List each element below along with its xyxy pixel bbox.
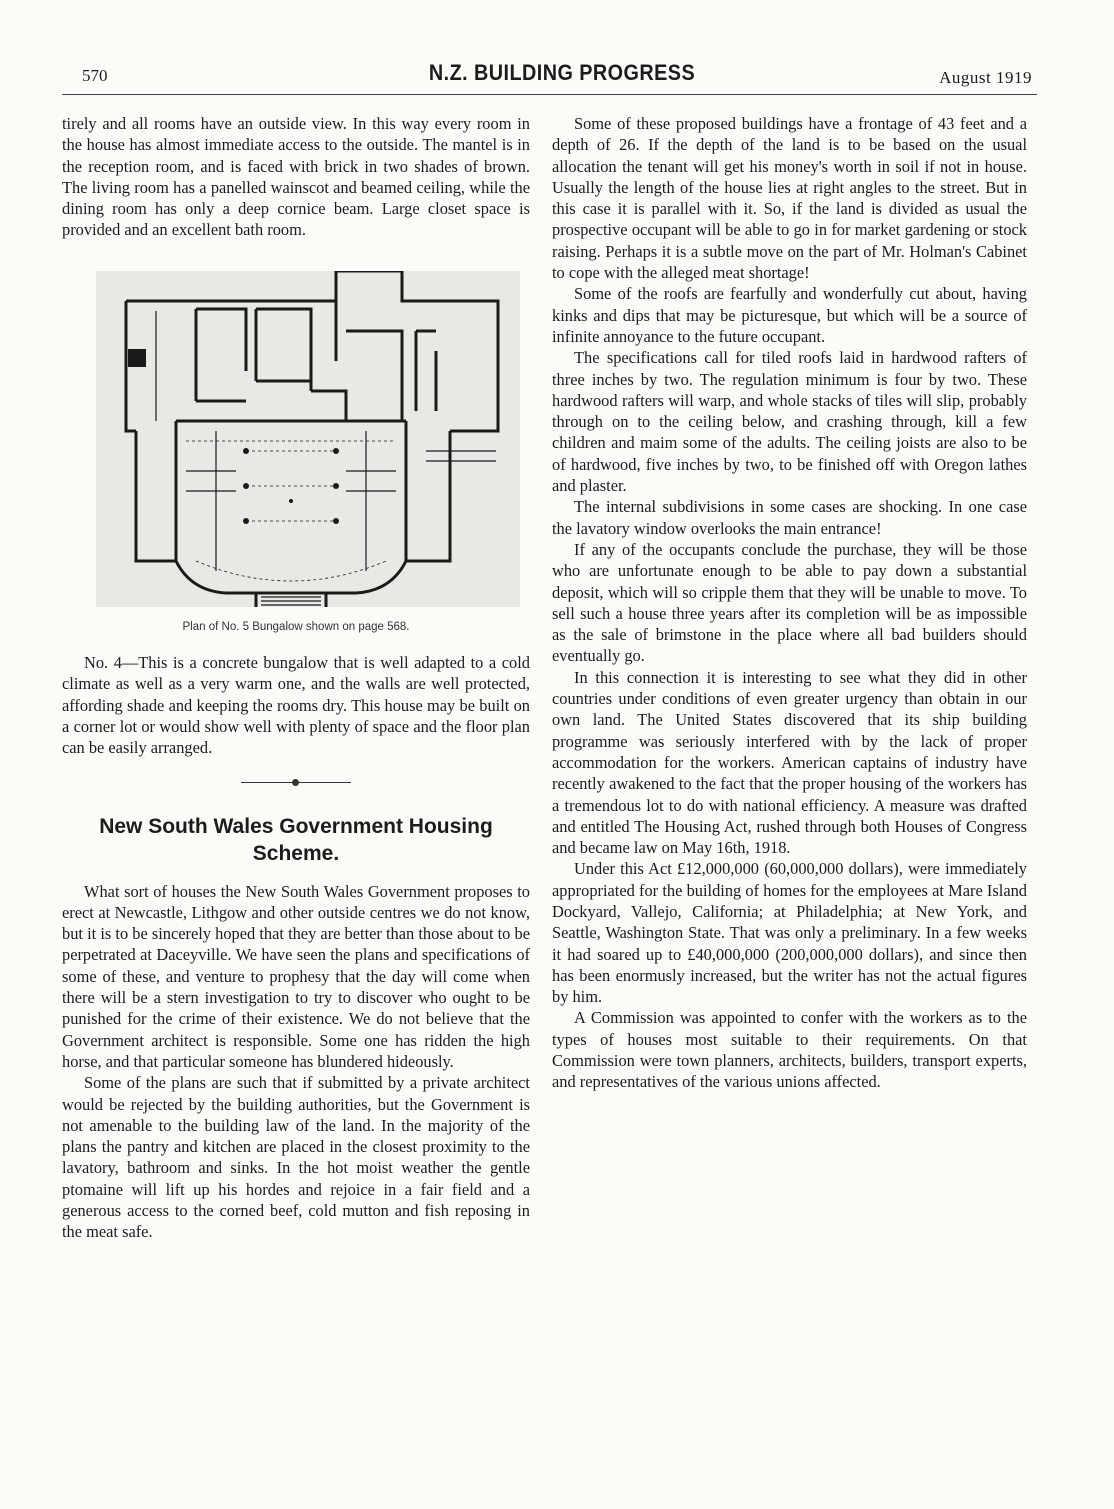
article-paragraph: A Commission was appointed to confer with the workers as to the types of houses most suitable to their requirements. On that Commission were town planners, architects, builders, transport experts, and representatives of the various unions affected. bbox=[552, 1008, 1027, 1092]
article-paragraph: If any of the occupants conclude the purchase, they will be those who are unfortunate enough to be able to pay down a substantial deposit, which will so cripple them that they will be unable to move. To sell such a house three years after its completion will be as impossible as the sale of brimstone in the place where all bad builders should eventually go. bbox=[552, 539, 1027, 666]
article-paragraph: The specifications call for tiled roofs laid in hardwood rafters of three inches by two. The regulation minimum is four by two. These hardwood rafters will warp, and whole stacks of tiles will slip, probably through on to the ceiling below, and crashing through, kill a few children and maim some of the adults. The ceiling joists are also to be of hardwood, five inches by two, to be finished off with Oregon lathes and plaster. bbox=[552, 348, 1027, 496]
article-paragraph: In this connection it is interesting to see what they did in other countries under conditions of even greater urgency than obtain in our own land. The United States discovered that its ship building programme was seriously interfered with by the lack of proper accommodation for the workers. American captains of industry have recently awakened to the fact that the proper housing of the workers has a tremendous lot to do with national efficiency. A measure was drafted and entitled The Housing Act, rushed through both Houses of Congress and became law on May 16th, 1918. bbox=[552, 667, 1027, 858]
left-column bbox=[62, 113, 530, 1243]
section-separator bbox=[241, 777, 351, 787]
floor-plan-figure bbox=[96, 271, 520, 607]
article-paragraph: Some of the roofs are fearfully and wonderfully cut about, having kinks and dips that may be picturesque, but which will be a source of infinite annoyance to the future occupant. bbox=[552, 284, 1027, 346]
section-heading: New South Wales Government Housing Scheme. bbox=[99, 814, 493, 865]
intro-paragraph: tirely and all rooms have an outside view. In this way every room in the house has almost immediate access to the outside. The mantel is in the reception room, and is faced with brick in two shades of brown. The living room has a panelled wainscot and beamed ceiling, while the dining room has only a deep cornice beam. Large closet space is provided and an excellent bath room. bbox=[62, 114, 530, 240]
article-paragraph: The internal subdivisions in some cases are shocking. In one case the lavatory window overlooks the main entrance! bbox=[552, 497, 1027, 538]
issue-date: August 1919 bbox=[939, 68, 1032, 87]
article-paragraph: Under this Act £12,000,000 (60,000,000 dollars), were immediately appropriated for the building of homes for the employees at Mare Island Dockyard, Vallejo, California; at Philadelphia; at New York, and Seattle, Washington State. That was only a preliminary. In a few weeks it had soared up to £40,000,000 (200,000,000 dollars), and since then has been enormusly increased, but the writer has not the actual figures by him. bbox=[552, 859, 1027, 1007]
header-rule bbox=[62, 94, 1037, 95]
floor-plan-drawing bbox=[96, 271, 520, 607]
page-header bbox=[62, 60, 1042, 94]
right-column bbox=[552, 113, 1027, 1093]
article-paragraph: Some of these proposed buildings have a frontage of 43 feet and a depth of 26. If the depth of the land is to be based on the usual allocation the tenant will get his money's worth in soil if not in house. Usually the length of the house lies at right angles to the street. But in this case it is parallel with it. So, if the land is divided as usual the prospective occupant will be able to go in for market gardening or stock raising. Perhaps it is a subtle move on the part of Mr. Holman's Cabinet to cope with the alleged meat shortage! bbox=[552, 114, 1027, 283]
figure-caption: Plan of No. 5 Bungalow shown on page 568. bbox=[182, 620, 410, 633]
journal-title: N.Z. BUILDING PROGRESS bbox=[428, 60, 696, 85]
page-number: 570 bbox=[82, 66, 108, 85]
no4-paragraph: No. 4—This is a concrete bungalow that is well adapted to a cold climate as well as a very warm one, and the walls are well protected, affording shade and keeping the rooms dry. This house may be built on a corner lot or would show well with plenty of space and the floor plan can be easily arranged. bbox=[62, 653, 530, 758]
article-paragraph: What sort of houses the New South Wales Government proposes to erect at Newcastle, Lithgow and other outside centres we do not know, but it is to be sincerely hoped that they are better than those about to be perpetrated at Daceyville. We have seen the plans and specifications of some of these, and venture to prophesy that the day will come when there will be a stern investigation to try to discover who ought to be punished for the crime of their existence. We do not believe that the Government architect is responsible. Some one has ridden the high horse, and that particular someone has blundered hideously. bbox=[62, 881, 530, 1071]
article-paragraph: Some of the plans are such that if submitted by a private architect would be rejected by the building authorities, but the Government is not amenable to the building law of the land. In the majority of the plans the pantry and kitchen are placed in the closest proximity to the lavatory, bathroom and sinks. In the hot moist weather the gentle ptomaine will lift up his hordes and rejoice in a fair field and a generous access to the corned beef, cold mutton and fish reposing in the meat safe. bbox=[62, 1073, 530, 1242]
